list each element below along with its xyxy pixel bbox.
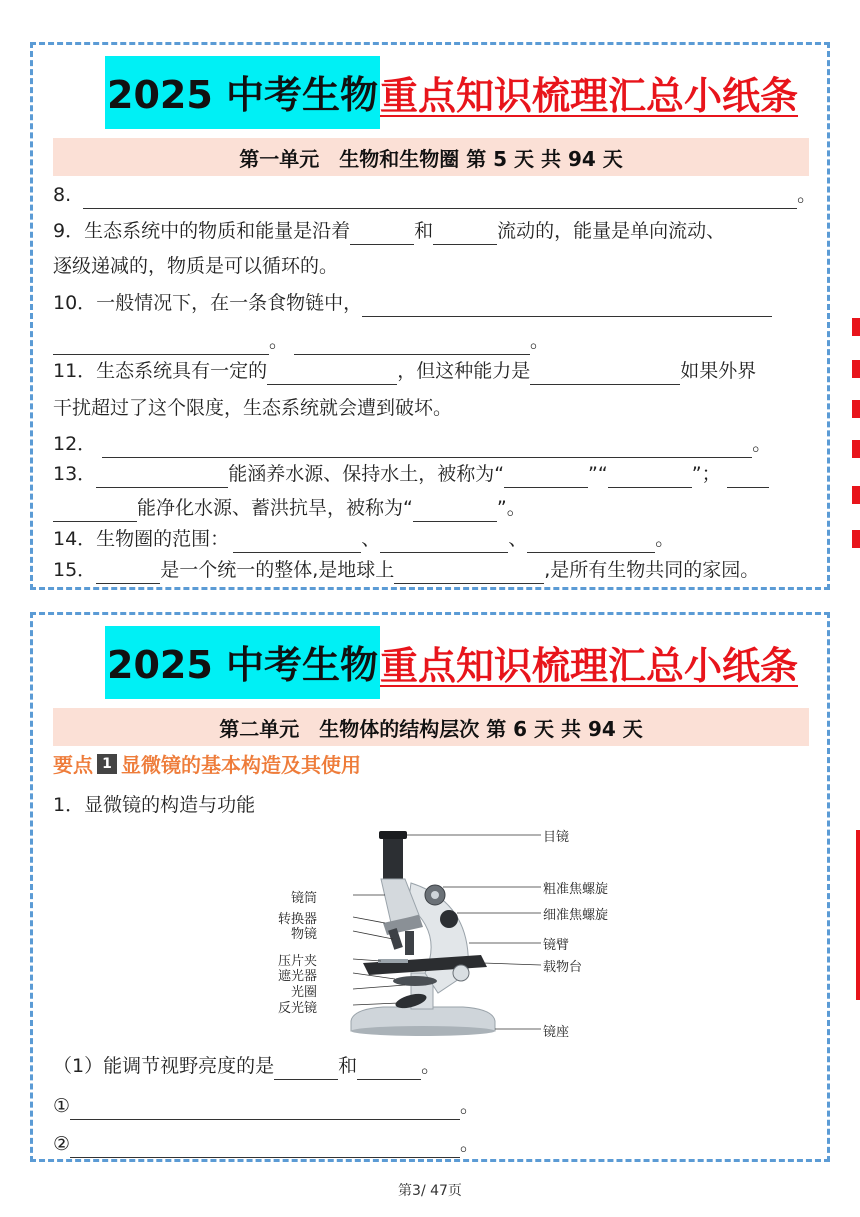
question-11: 11．生态系统具有一定的 ，但这种能力是 如果外界 <box>53 357 756 385</box>
answer-blank[interactable] <box>362 294 772 317</box>
edge-mark <box>852 318 860 336</box>
question-11-cont: 干扰超过了这个限度，生态系统就会遭到破坏。 <box>53 397 453 419</box>
question-12: 12． 。 <box>53 430 771 458</box>
knowledge-card-unit-2 <box>30 612 830 1162</box>
answer-blank[interactable] <box>233 530 361 553</box>
base-shadow <box>351 1026 495 1036</box>
eyepiece-top <box>379 831 407 839</box>
edge-mark <box>852 360 860 378</box>
answer-blank[interactable] <box>267 362 397 385</box>
question-9: 9．生态系统中的物质和能量是沿着 和 流动的，能量是单向流动、 <box>53 217 725 245</box>
answer-blank[interactable] <box>608 465 692 488</box>
answer-line-1: ① 。 <box>53 1092 479 1120</box>
card-title <box>105 55 798 129</box>
title-main: 重点知识梳理汇总小纸条 <box>380 643 799 688</box>
edge-mark <box>856 830 860 1000</box>
sub-question-1: （1）能调节视野亮度的是 和 。 <box>53 1052 440 1080</box>
label-tube: 镜筒 <box>291 891 318 906</box>
answer-blank[interactable] <box>380 530 508 553</box>
label-arm: 镜臂 <box>543 938 570 953</box>
edge-mark <box>852 530 860 548</box>
answer-blank[interactable] <box>394 561 544 584</box>
label-base: 镜座 <box>543 1025 570 1040</box>
answer-blank[interactable] <box>70 1135 460 1158</box>
label-objective: 物镜 <box>291 927 318 942</box>
label-aperture: 光圈 <box>291 985 318 1000</box>
answer-blank[interactable] <box>413 499 497 522</box>
title-year-subject: 2025 中考生物 <box>105 56 380 129</box>
label-mirror: 反光镜 <box>278 1001 318 1016</box>
eyepiece <box>383 835 403 879</box>
label-stage: 载物台 <box>543 960 583 975</box>
edge-mark <box>852 440 860 458</box>
answer-blank[interactable] <box>70 1097 460 1120</box>
question-13-cont: 能净化水源、蓄洪抗旱，被称为“ ”。 <box>53 494 526 522</box>
fine-knob <box>440 910 458 928</box>
answer-blank[interactable] <box>527 530 655 553</box>
answer-blank[interactable] <box>274 1057 338 1080</box>
key-point-number: 1 <box>97 754 117 774</box>
knowledge-card-unit-1 <box>30 42 830 590</box>
question-8: 8. 。 <box>53 181 816 209</box>
question-14: 14．生物圈的范围： 、 、 。 <box>53 525 674 553</box>
answer-blank[interactable] <box>727 465 769 488</box>
edge-mark <box>852 486 860 504</box>
answer-blank[interactable] <box>96 561 160 584</box>
question-9-cont: 逐级递减的，物质是可以循环的。 <box>53 255 339 277</box>
answer-blank[interactable] <box>294 332 530 355</box>
answer-blank[interactable] <box>357 1057 421 1080</box>
item-1: 1．显微镜的构造与功能 <box>53 794 256 816</box>
card-title <box>105 625 798 699</box>
label-converter: 转换器 <box>278 912 318 927</box>
key-point-heading: 要点 1 显微镜的基本构造及其使用 <box>53 753 361 777</box>
answer-blank[interactable] <box>83 186 797 209</box>
question-10: 10．一般情况下，在一条食物链中， <box>53 289 772 317</box>
answer-blank[interactable] <box>350 222 414 245</box>
objective-lens-2 <box>405 931 414 955</box>
label-fine-knob: 细准焦螺旋 <box>543 908 609 923</box>
clip <box>378 959 408 963</box>
question-15: 15． 是一个统一的整体,是地球上 ,是所有生物共同的家园。 <box>53 556 759 584</box>
question-10-cont: 。 。 <box>53 327 549 355</box>
title-main: 重点知识梳理汇总小纸条 <box>380 73 799 118</box>
label-shade: 遮光器 <box>278 969 318 984</box>
answer-blank[interactable] <box>504 465 588 488</box>
title-year-subject: 2025 中考生物 <box>105 626 380 699</box>
answer-blank[interactable] <box>53 332 269 355</box>
page-footer: 第3/ 47页 <box>398 1183 462 1199</box>
label-coarse-knob: 粗准焦螺旋 <box>543 882 609 897</box>
answer-blank[interactable] <box>530 362 680 385</box>
unit-bar: 第一单元 生物和生物圈 第 5 天 共 94 天 <box>53 138 809 176</box>
unit-bar: 第二单元 生物体的结构层次 第 6 天 共 94 天 <box>53 708 809 746</box>
shade <box>393 976 437 986</box>
answer-blank[interactable] <box>53 499 137 522</box>
label-clip: 压片夹 <box>278 954 318 969</box>
knob-center <box>431 891 439 899</box>
label-eyepiece: 目镜 <box>543 830 570 845</box>
answer-blank[interactable] <box>433 222 497 245</box>
edge-mark <box>852 400 860 418</box>
answer-blank[interactable] <box>102 435 752 458</box>
stage-knob <box>453 965 469 981</box>
question-13: 13． 能涵养水源、保持水土，被称为“ ”“ ”； <box>53 460 769 488</box>
answer-line-2: ② 。 <box>53 1130 479 1158</box>
answer-blank[interactable] <box>96 465 228 488</box>
